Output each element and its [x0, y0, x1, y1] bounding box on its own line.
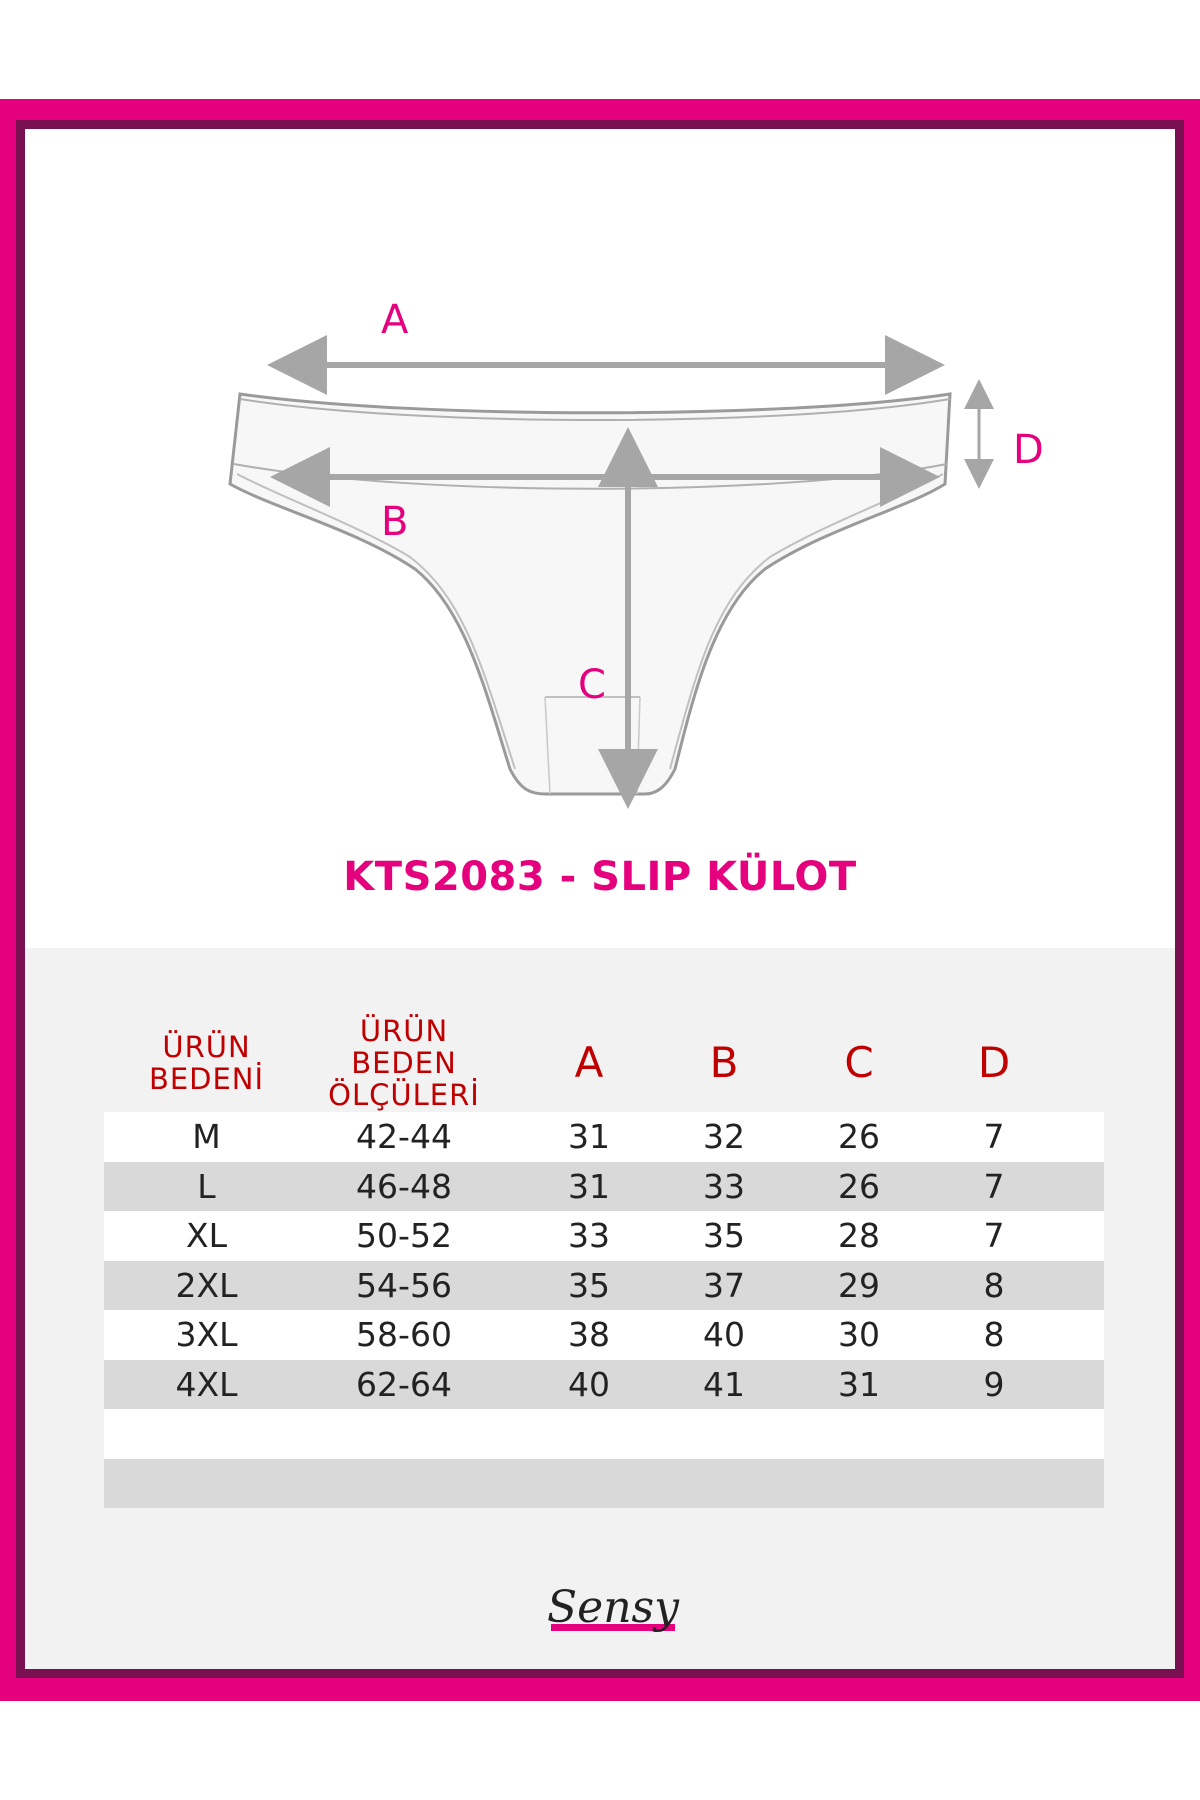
header-measure — [309, 1013, 499, 1112]
cell-d — [934, 1409, 1054, 1459]
cell-c — [799, 1409, 919, 1459]
table-row — [104, 1261, 1104, 1311]
cell-measure — [309, 1459, 499, 1509]
cell-measure: 42-44 — [356, 1117, 452, 1157]
cell-c: 30 — [838, 1315, 880, 1355]
brief-body — [230, 394, 950, 794]
cell-d — [934, 1459, 1054, 1509]
table-row — [104, 1310, 1104, 1360]
cell-d: 9 — [983, 1364, 1005, 1404]
header-size-line1: ÜRÜN — [162, 1029, 251, 1064]
cell-size: 2XL — [175, 1265, 238, 1305]
header-a: A — [574, 1038, 604, 1087]
size-chart-sheet — [25, 129, 1175, 1669]
table-row — [104, 1409, 1104, 1459]
table-row — [104, 1112, 1104, 1162]
cell-size: L — [197, 1166, 216, 1206]
header-c: C — [844, 1038, 874, 1087]
header-b: B — [709, 1038, 739, 1087]
cell-a: 38 — [568, 1315, 610, 1355]
cell-a — [529, 1459, 649, 1509]
cell-a: 40 — [568, 1364, 610, 1404]
size-table — [25, 948, 1175, 1669]
cell-b: 41 — [703, 1364, 745, 1404]
cell-d: 7 — [983, 1216, 1005, 1256]
cell-measure: 46-48 — [356, 1166, 452, 1206]
cell-c — [799, 1459, 919, 1509]
table-body — [104, 1112, 1104, 1508]
label-b: B — [381, 499, 409, 545]
cell-b — [664, 1459, 784, 1509]
cell-c: 26 — [838, 1117, 880, 1157]
table-row — [104, 1459, 1104, 1509]
cell-a: 31 — [568, 1117, 610, 1157]
cell-a — [529, 1409, 649, 1459]
cell-measure: 54-56 — [356, 1265, 452, 1305]
logo-text: Sensy — [547, 1582, 679, 1633]
cell-measure: 50-52 — [356, 1216, 452, 1256]
cell-measure: 58-60 — [356, 1315, 452, 1355]
cell-b — [664, 1409, 784, 1459]
cell-size — [104, 1459, 309, 1509]
header-size — [104, 1020, 309, 1105]
header-measure-line2: ÖLÇÜLERİ — [328, 1077, 480, 1112]
header-size-line2: BEDENİ — [148, 1061, 265, 1096]
cell-b: 35 — [703, 1216, 745, 1256]
cell-b: 37 — [703, 1265, 745, 1305]
cell-b: 33 — [703, 1166, 745, 1206]
table-row — [104, 1162, 1104, 1212]
table-row — [104, 1360, 1104, 1410]
cell-size: 3XL — [175, 1315, 238, 1355]
outer-frame — [0, 99, 1200, 1701]
cell-d: 7 — [983, 1166, 1005, 1206]
cell-size: M — [192, 1117, 221, 1157]
header-measure-line1: ÜRÜN BEDEN — [351, 1013, 457, 1080]
cell-size: XL — [186, 1216, 227, 1256]
cell-measure — [309, 1409, 499, 1459]
inner-frame — [16, 120, 1184, 1678]
cell-size: 4XL — [175, 1364, 238, 1404]
cell-d: 8 — [983, 1265, 1005, 1305]
cell-a: 33 — [568, 1216, 610, 1256]
header-d: D — [977, 1038, 1011, 1087]
cell-a: 31 — [568, 1166, 610, 1206]
product-title: KTS2083 - SLIP KÜLOT — [343, 854, 857, 900]
brief-illustration — [25, 129, 1175, 829]
sensy-logo — [543, 1574, 683, 1654]
label-c: C — [578, 662, 606, 708]
cell-d: 8 — [983, 1315, 1005, 1355]
label-d: D — [1013, 427, 1044, 473]
cell-c: 31 — [838, 1364, 880, 1404]
cell-a: 35 — [568, 1265, 610, 1305]
cell-b: 40 — [703, 1315, 745, 1355]
cell-d: 7 — [983, 1117, 1005, 1157]
cell-b: 32 — [703, 1117, 745, 1157]
cell-c: 26 — [838, 1166, 880, 1206]
table-row — [104, 1211, 1104, 1261]
garment-diagram — [25, 129, 1175, 829]
cell-measure: 62-64 — [356, 1364, 452, 1404]
cell-c: 28 — [838, 1216, 880, 1256]
cell-size — [104, 1409, 309, 1459]
cell-c: 29 — [838, 1265, 880, 1305]
label-a: A — [381, 297, 409, 343]
table-header — [104, 1013, 1104, 1112]
